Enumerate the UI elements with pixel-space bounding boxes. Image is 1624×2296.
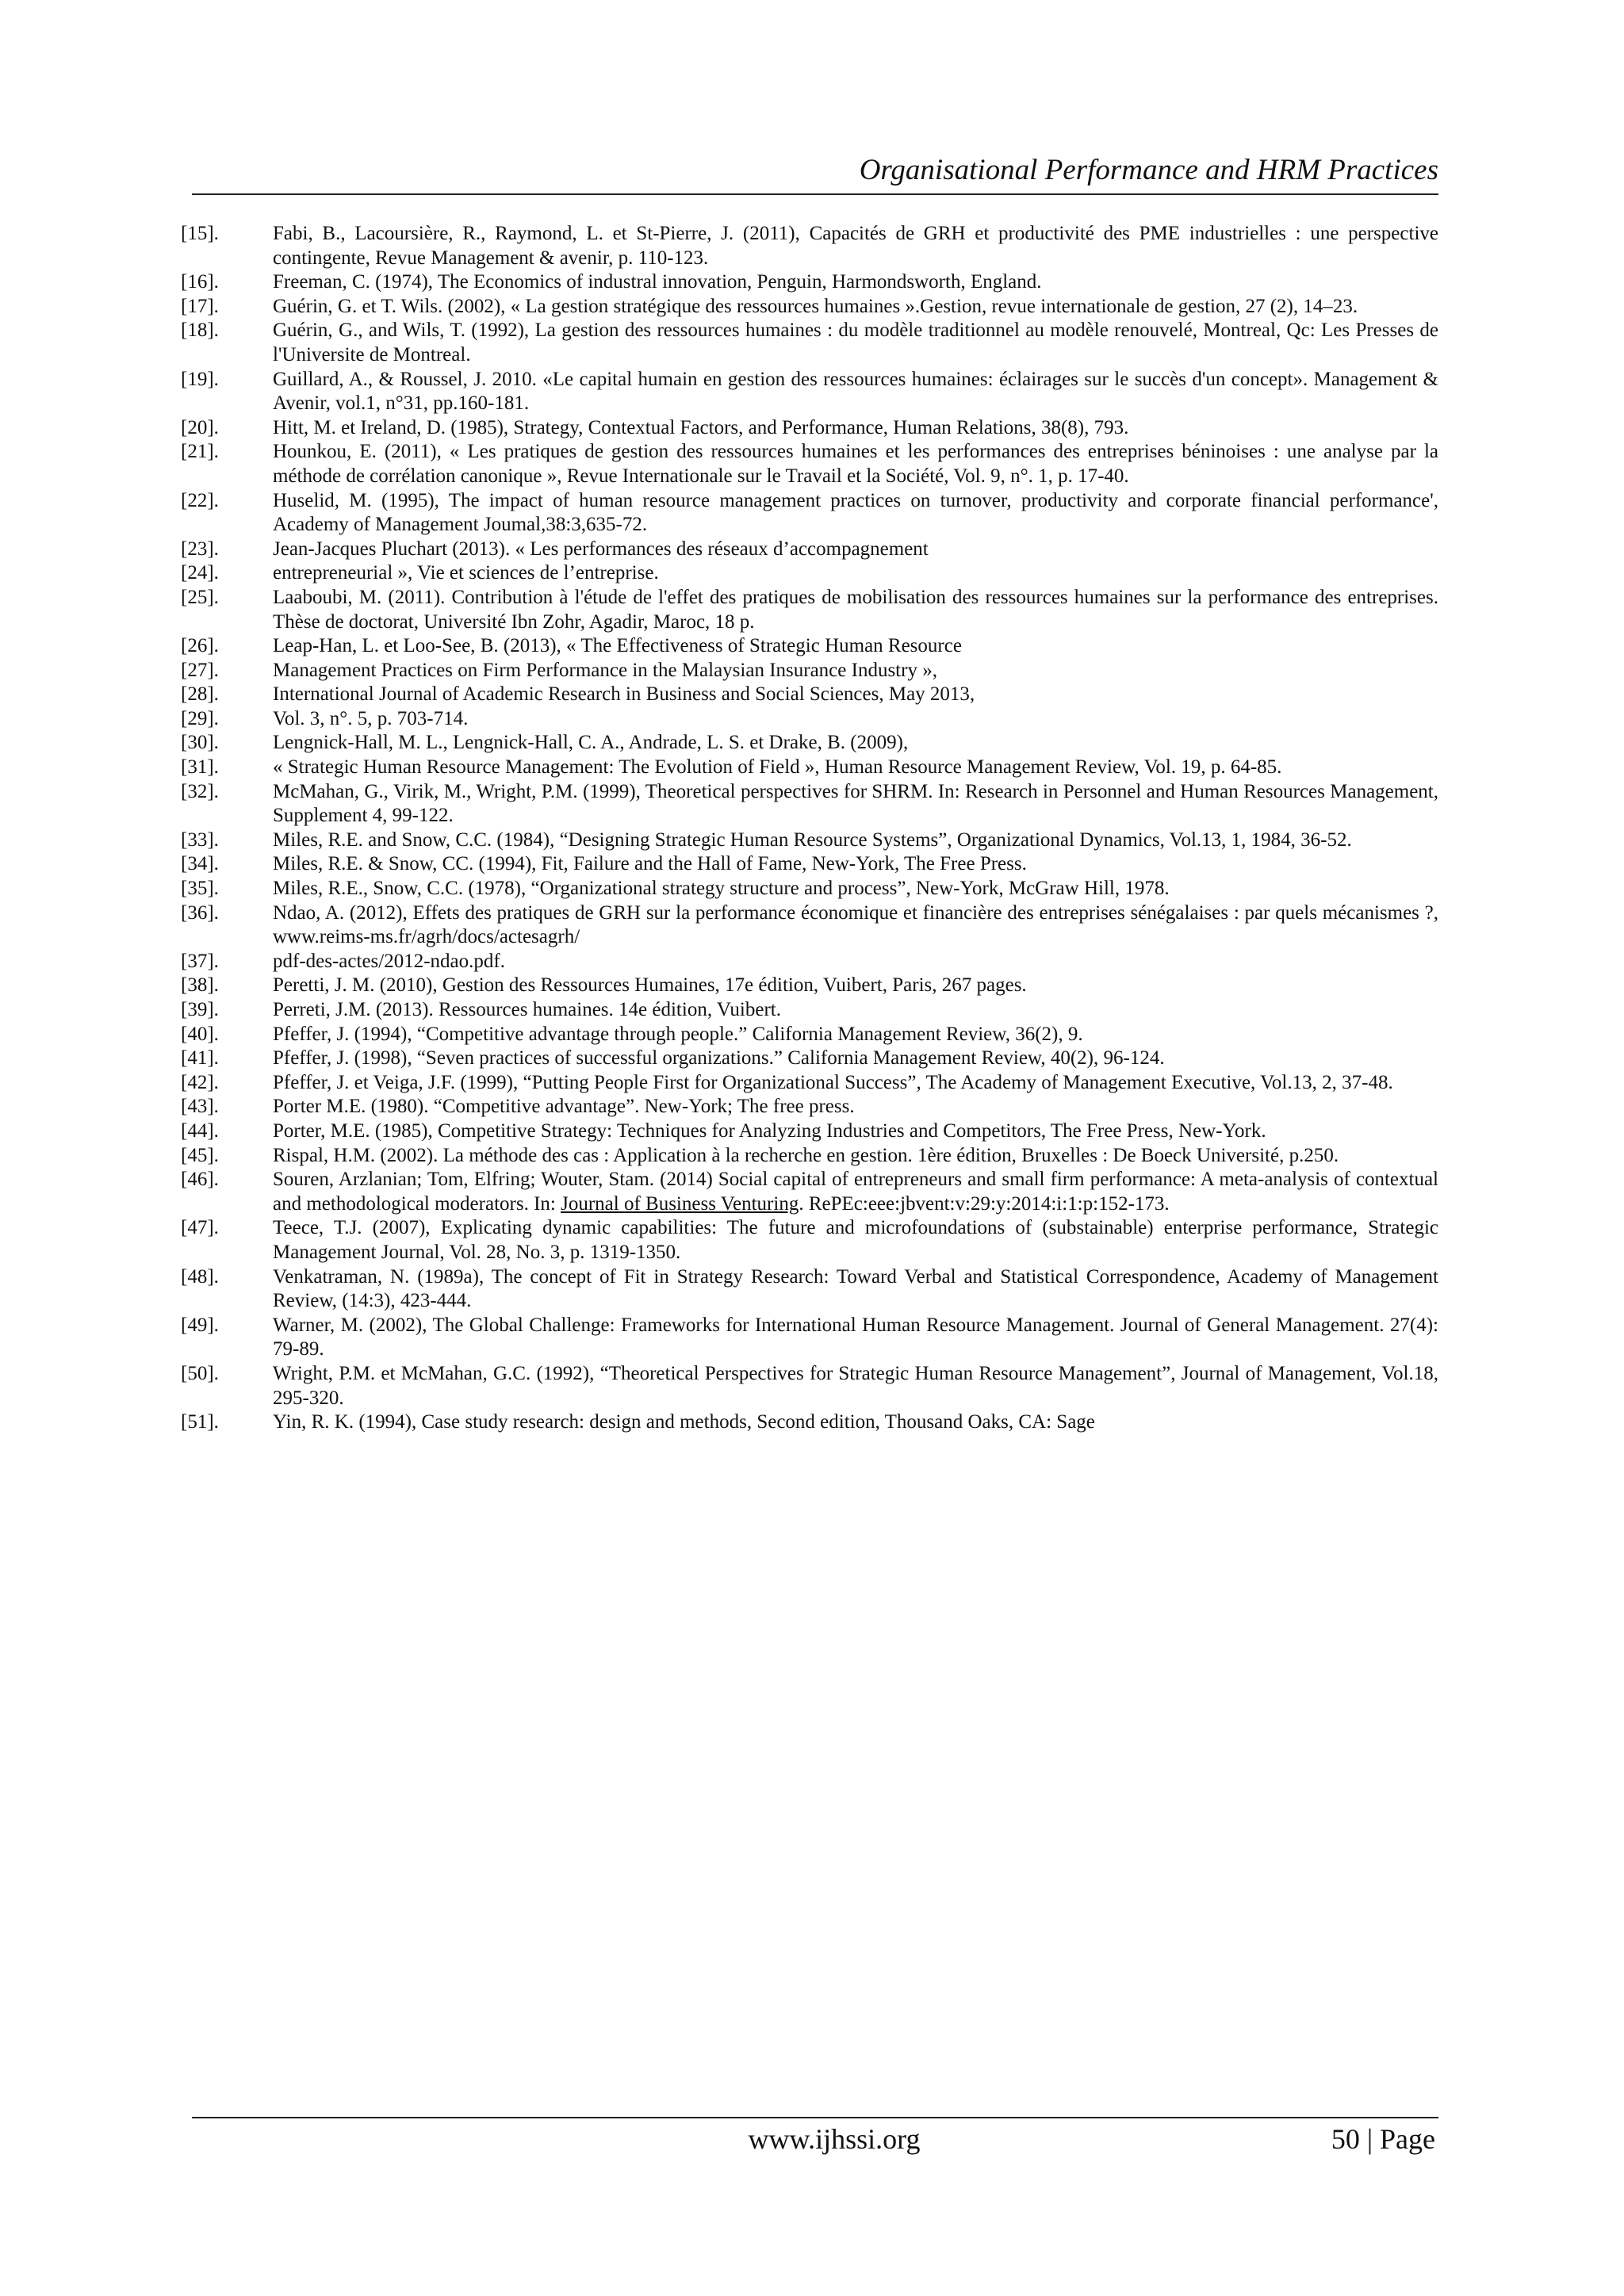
reference-number: [44]. <box>181 1119 219 1142</box>
reference-item <box>181 852 1438 877</box>
reference-text: Lengnick-Hall, M. L., Lengnick-Hall, C. A., Andrade, L. S. et Drake, B. (2009), <box>273 732 909 754</box>
reference-text-before-link: Souren, Arzlanian; Tom, Elfring; Wouter, Stam. (2014) Social capital of entrepreneurs and small firm performance: A meta-analysis of contextual and methodological moderators. In: <box>273 1169 1438 1215</box>
reference-item <box>181 440 1438 488</box>
reference-number: [36]. <box>181 901 219 924</box>
reference-number: [47]. <box>181 1217 219 1239</box>
reference-text: Hounkou, E. (2011), « Les pratiques de gestion des ressources humaines et les performances des entreprises béninoises : une analyse par la méthode de corrélation canonique », Revue Internationale sur le Travail et la Société, Vol. 9, n°. 1, p. 17-40. <box>273 441 1438 487</box>
reference-number: [27]. <box>181 659 219 681</box>
reference-text: Ndao, A. (2012), Effets des pratiques de GRH sur la performance économique et financière des entreprises sénégalaises : par quels mécanismes ?, www.reims-ms.fr/agrh/docs/actesagrh/ <box>273 901 1438 948</box>
reference-text: Warner, M. (2002), The Global Challenge: Frameworks for International Human Resource Management. Journal of General Management. 27(4): 79-89. <box>273 1314 1438 1360</box>
reference-text: Pfeffer, J. et Veiga, J.F. (1999), “Putting People First for Organizational Success”, The Academy of Management Executive, Vol.13, 2, 37-48. <box>273 1071 1393 1093</box>
reference-item <box>181 1095 1438 1119</box>
reference-text: Guérin, G., and Wils, T. (1992), La gestion des ressources humaines : du modèle traditionnel au modèle renouvelé, Montreal, Qc: Les Presses de l'Universite de Montreal. <box>273 320 1438 365</box>
reference-number: [40]. <box>181 1023 219 1045</box>
reference-number: [23]. <box>181 538 219 560</box>
reference-number: [32]. <box>181 780 219 802</box>
reference-number: [33]. <box>181 828 219 851</box>
reference-text: « Strategic Human Resource Management: The Evolution of Field », Human Resource Management Review, Vol. 19, p. 64-85. <box>273 756 1282 779</box>
reference-item <box>181 1314 1438 1362</box>
reference-item <box>181 659 1438 683</box>
reference-item <box>181 1119 1438 1144</box>
reference-text: Management Practices on Firm Performance in the Malaysian Insurance Industry », <box>273 659 937 681</box>
reference-item <box>181 1047 1438 1071</box>
journal-link[interactable]: Journal of Business Venturing <box>561 1192 799 1215</box>
reference-number: [43]. <box>181 1096 219 1118</box>
reference-number: [18]. <box>181 320 219 342</box>
reference-text: Yin, R. K. (1994), Case study research: design and methods, Second edition, Thousand Oaks, CA: Sage <box>273 1411 1095 1433</box>
reference-item <box>181 1265 1438 1314</box>
reference-text: Guillard, A., & Roussel, J. 2010. «Le capital humain en gestion des ressources humaines: éclairages sur le succès d'un concept». Management & Avenir, vol.1, n°31, pp.160-181. <box>273 368 1438 415</box>
reference-item <box>181 538 1438 562</box>
reference-text: Fabi, B., Lacoursière, R., Raymond, L. et St-Pierre, J. (2011), Capacités de GRH et productivité des PME industrielles : une perspective contingente, Revue Management & avenir, p. 110-123. <box>273 223 1438 269</box>
reference-text: Miles, R.E., Snow, C.C. (1978), “Organizational strategy structure and process”, New-York, McGraw Hill, 1978. <box>273 878 1170 900</box>
reference-text: Freeman, C. (1974), The Economics of industral innovation, Penguin, Harmondsworth, England. <box>273 271 1042 293</box>
reference-item <box>181 489 1438 538</box>
reference-text: Vol. 3, n°. 5, p. 703-714. <box>273 707 469 729</box>
reference-text <box>273 1168 1438 1216</box>
reference-number: [16]. <box>181 271 219 293</box>
reference-item <box>181 683 1438 707</box>
reference-number: [26]. <box>181 635 219 657</box>
footer-website: www.ijhssi.org <box>748 2123 921 2155</box>
reference-item <box>181 1410 1438 1435</box>
reference-text: Jean-Jacques Pluchart (2013). « Les performances des réseaux d’accompagnement <box>273 538 929 560</box>
reference-item <box>181 416 1438 441</box>
reference-number: [31]. <box>181 756 219 779</box>
reference-text: Huselid, M. (1995), The impact of human resource management practices on turnover, productivity and corporate financial performance', Academy of Management Joumal,38:3,635-72. <box>273 489 1438 536</box>
reference-item <box>181 974 1438 998</box>
reference-item <box>181 634 1438 659</box>
reference-text: Perreti, J.M. (2013). Ressources humaines. 14e édition, Vuibert. <box>273 999 781 1020</box>
reference-number: [37]. <box>181 950 219 972</box>
reference-text: McMahan, G., Virik, M., Wright, P.M. (1999), Theoretical perspectives for SHRM. In: Research in Personnel and Human Resources Management, Supplement 4, 99-122. <box>273 780 1438 827</box>
reference-text: Rispal, H.M. (2002). La méthode des cas : Application à la recherche en gestion. 1ère édition, Bruxelles : De Boeck Université, p.250. <box>273 1144 1339 1166</box>
reference-item <box>181 828 1438 853</box>
reference-item <box>181 270 1438 295</box>
reference-text: Hitt, M. et Ireland, D. (1985), Strategy, Contextual Factors, and Performance, Human Relations, 38(8), 793. <box>273 416 1129 438</box>
reference-item <box>181 731 1438 756</box>
reference-item <box>181 1144 1438 1169</box>
reference-number: [49]. <box>181 1314 219 1336</box>
reference-number: [15]. <box>181 223 219 244</box>
reference-item <box>181 561 1438 586</box>
reference-text: Porter M.E. (1980). “Competitive advantage”. New-York; The free press. <box>273 1096 855 1118</box>
reference-number: [17]. <box>181 295 219 317</box>
reference-number: [46]. <box>181 1169 219 1191</box>
reference-item <box>181 998 1438 1023</box>
reference-text: Teece, T.J. (2007), Explicating dynamic capabilities: The future and microfoundations of (substainable) enterprise performance, Strategic Management Journal, Vol. 28, No. 3, p. 1319-1350. <box>273 1217 1438 1263</box>
reference-item <box>181 295 1438 320</box>
reference-number: [34]. <box>181 853 219 875</box>
reference-item <box>181 319 1438 367</box>
reference-text: Leap-Han, L. et Loo-See, B. (2013), « The Effectiveness of Strategic Human Resource <box>273 635 962 657</box>
reference-number: [39]. <box>181 999 219 1020</box>
reference-number: [35]. <box>181 878 219 900</box>
reference-list <box>181 222 1438 1435</box>
reference-text: entrepreneurial », Vie et sciences de l’entreprise. <box>273 562 659 584</box>
reference-text: Miles, R.E. and Snow, C.C. (1984), “Designing Strategic Human Resource Systems”, Organizational Dynamics, Vol.13, 1, 1984, 36-52. <box>273 828 1352 851</box>
reference-item <box>181 1216 1438 1265</box>
reference-text: Guérin, G. et T. Wils. (2002), « La gestion stratégique des ressources humaines ».Gestion, revue internationale de gestion, 27 (2), 14–23. <box>273 295 1358 317</box>
reference-number: [51]. <box>181 1411 219 1433</box>
reference-number: [28]. <box>181 683 219 706</box>
reference-item <box>181 950 1438 974</box>
reference-text: Porter, M.E. (1985), Competitive Strategy: Techniques for Analyzing Industries and Competitors, The Free Press, New-York. <box>273 1119 1266 1142</box>
reference-text: Laaboubi, M. (2011). Contribution à l'étude de l'effet des pratiques de mobilisation des ressources humaines sur la performance des entreprises. Thèse de doctorat, Université Ibn Zohr, Agadir, Maroc, 18 p. <box>273 586 1438 633</box>
reference-item <box>181 586 1438 634</box>
header-divider <box>192 193 1438 195</box>
reference-item <box>181 707 1438 732</box>
reference-text: Miles, R.E. & Snow, CC. (1994), Fit, Failure and the Hall of Fame, New-York, The Free Press. <box>273 853 1027 875</box>
reference-number: [20]. <box>181 416 219 438</box>
reference-item <box>181 1168 1438 1216</box>
reference-item <box>181 1071 1438 1096</box>
reference-item <box>181 1023 1438 1047</box>
reference-item <box>181 368 1438 416</box>
reference-text-after-link: . RePEc:eee:jbvent:v:29:y:2014:i:1:p:152-173. <box>799 1192 1170 1215</box>
reference-item <box>181 222 1438 270</box>
reference-number: [24]. <box>181 562 219 584</box>
reference-text: Pfeffer, J. (1994), “Competitive advantage through people.” California Management Review, 36(2), 9. <box>273 1023 1083 1045</box>
reference-number: [21]. <box>181 441 219 463</box>
running-header-title: Organisational Performance and HRM Practices <box>859 154 1438 186</box>
reference-number: [41]. <box>181 1047 219 1070</box>
reference-number: [25]. <box>181 586 219 608</box>
reference-number: [22]. <box>181 489 219 511</box>
reference-number: [38]. <box>181 974 219 997</box>
reference-number: [19]. <box>181 368 219 390</box>
reference-item <box>181 1362 1438 1410</box>
reference-item <box>181 901 1438 950</box>
reference-number: [50]. <box>181 1362 219 1384</box>
reference-text: Peretti, J. M. (2010), Gestion des Ressources Humaines, 17e édition, Vuibert, Paris, 267 pages. <box>273 974 1027 997</box>
reference-text: pdf-des-actes/2012-ndao.pdf. <box>273 950 505 972</box>
reference-number: [45]. <box>181 1144 219 1166</box>
reference-number: [42]. <box>181 1071 219 1093</box>
reference-number: [29]. <box>181 707 219 729</box>
reference-number: [48]. <box>181 1265 219 1288</box>
reference-text: Venkatraman, N. (1989a), The concept of Fit in Strategy Research: Toward Verbal and Statistical Correspondence, Academy of Management Review, (14:3), 423-444. <box>273 1265 1438 1312</box>
reference-text: International Journal of Academic Research in Business and Social Sciences, May 2013, <box>273 683 975 706</box>
reference-text: Pfeffer, J. (1998), “Seven practices of successful organizations.” California Management Review, 40(2), 96-124. <box>273 1047 1165 1070</box>
reference-item <box>181 756 1438 780</box>
reference-text: Wright, P.M. et McMahan, G.C. (1992), “Theoretical Perspectives for Strategic Human Resource Management”, Journal of Management, Vol.18, 295-320. <box>273 1362 1438 1409</box>
footer-divider <box>192 2117 1438 2118</box>
reference-item <box>181 877 1438 901</box>
reference-number: [30]. <box>181 732 219 754</box>
reference-item <box>181 780 1438 828</box>
footer-page-number: 50 | Page <box>1331 2123 1435 2155</box>
